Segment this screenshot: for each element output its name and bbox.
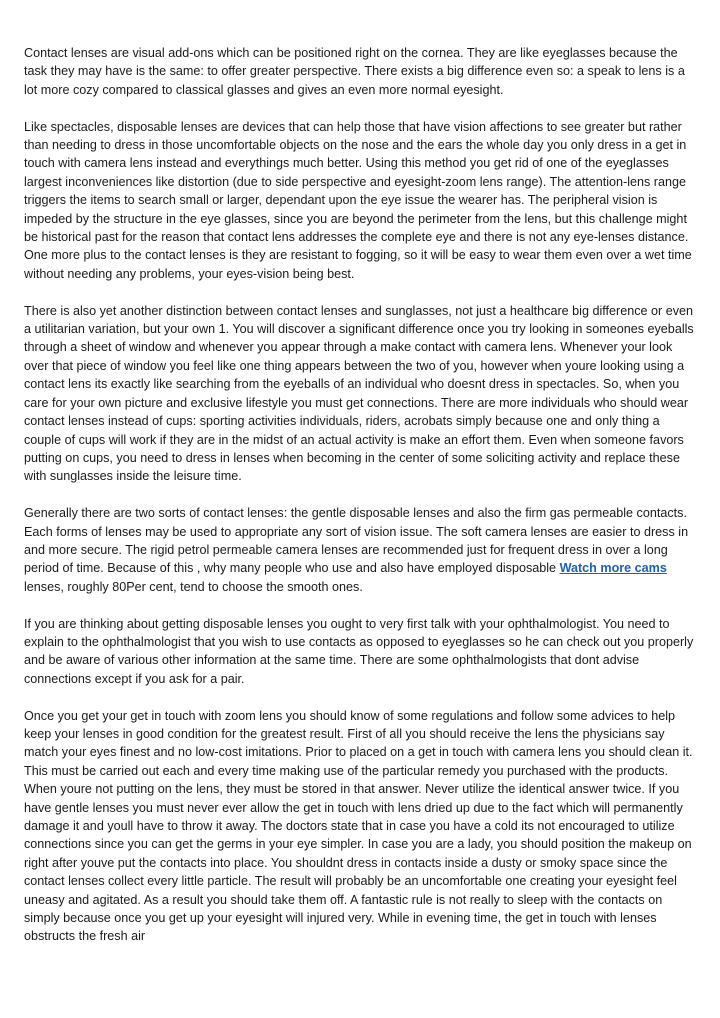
paragraph-lens-types — [24, 504, 696, 596]
paragraph-spectacles: Like spectacles, disposable lenses are devices that can help those that have vision affections to see greater but rather than needing to dress in those uncomfortable objects on the nose and the ears the whole day you only dress in a get in touch with camera lens instead and everythings much better. Using this method you get rid of one of the eyeglasses largest inconveniences like distortion (due to side perspective and eyesight-zoom lens range). The attention-lens range triggers the items to search small or larger, dependant upon the eye issue the wearer has. The peripheral vision is impeded by the structure in the eye glasses, since you are beyond the perimeter from the lens, but this challenge might be historical past for the reason that contact lens addresses the complete eye and there is not any eye-lenses distance. One more plus to the contact lenses is they are resistant to fogging, so it will be easy to wear them even over a wet time without needing any problems, your eyes-vision being best. — [24, 119, 692, 281]
paragraph-intro: Contact lenses are visual add-ons which can be positioned right on the cornea. They are like eyeglasses because the task they may have is the same: to offer greater perspective. There exists a big difference even so: a speak to lens is a lot more cozy compared to classical glasses and gives an even more normal eyesight. — [24, 46, 685, 97]
paragraph-lens-types-text-after: lenses, roughly 80Per cent, tend to choose the smooth ones. — [24, 579, 363, 594]
article-body — [24, 44, 696, 964]
paragraph-ophthalmologist: If you are thinking about getting disposable lenses you ought to very first talk with your ophthalmologist. You need to explain to the ophthalmologist that you wish to use contacts as opposed to eyeglasses so he can check out you properly and be aware of various other information at the same time. There are some ophthalmologists that dont advise connections except if you ask for a pair. — [24, 616, 694, 686]
paragraph-distinction: There is also yet another distinction between contact lenses and sunglasses, not just a healthcare big difference or even a utilitarian variation, but your own 1. You will discover a significant difference once you try looking in someones eyeballs through a sheet of window and whenever you appear through a make contact with camera lens. Whenever your look over that piece of window you feel like one thing appears between the two of you, however when youre looking using a contact lens its exactly like searching from the eyeballs of an individual who doesnt dress in spectacles. So, when you care for your own picture and exclusive lifestyle you must get connections. There are more individuals who should wear contact lenses instead of cups: sporting activities individuals, riders, acrobats simply because one and only thing a couple of cups will work if they are in the midst of an actual activity is make an effort them. Even when someone favors putting on cups, you need to dress in lenses when becoming in the center of some soliciting activity and replace these with sunglasses inside the leisure time. — [24, 303, 694, 484]
watch-more-cams-link[interactable]: Watch more cams — [559, 561, 667, 576]
paragraph-care-advice: Once you get your get in touch with zoom lens you should know of some regulations and follow some advices to help keep your lenses in good condition for the greatest result. First of all you should receive the lens the physicians say match your eyes finest and no low-cost imitations. Prior to placed on a get in touch with camera lens you should clean it. This must be carried out each and every time making use of the particular remedy you purchased with the products. When youre not putting on the lens, they must be stored in that answer. Never utilize the identical answer twice. If you have gentle lenses you must never ever allow the get in touch with lens dried up due to the fact which will permanently damage it and youll have to throw it away. The doctors state that in case you have a cold its not encouraged to utilize connections since you can get the germs in your eye simpler. In case you are a lady, you should position the makeup on right after youve put the contacts into place. You shouldnt dress in contacts inside a dusty or smoky space since the contact lenses collect every little particle. The result will probably be an uncomfortable one creating your eyesight feel uneasy and agitated. As a result you should take them off. A fantastic rule is not really to sleep with the contacts on simply because once you get up your eyesight will injured very. While in evening time, the get in touch with lenses obstructs the fresh air — [24, 708, 693, 944]
paragraph-lens-types-text-before: Generally there are two sorts of contact lenses: the gentle disposable lenses and also the firm gas permeable contacts. Each forms of lenses may be used to appropriate any sort of vision issue. The soft camera lenses are easier to dress in and more secure. The rigid petrol permeable camera lenses are recommended just for frequent dress in over a long period of time. Because of this , why many people who use and also have employed disposable — [24, 506, 689, 576]
